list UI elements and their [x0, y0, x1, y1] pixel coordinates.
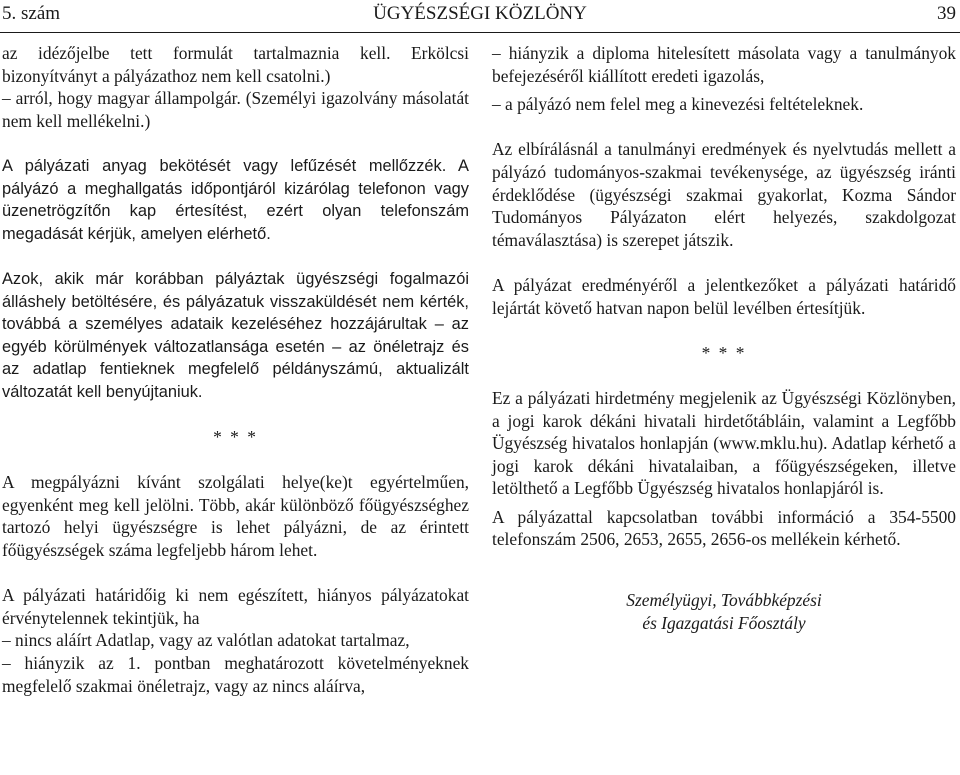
publication-title: ÜGYÉSZSÉGI KÖZLÖNY — [373, 3, 587, 24]
paragraph: Azok, akik már korábban pályáztak ügyészségi fogalmazói álláshely betöltésére, és pályázatuk visszaküldését nem kérték, továbbá a személyes adataik kezeléséhez hozzájárultak – az egyéb körülmények változatlansága esetén – az önéletrajz és az adatlap fentieknek megfelelő példányszámú, aktualizált változatát kell benyújtaniuk. — [2, 269, 469, 401]
paragraph: A pályázat eredményéről a jelentkezőket a pályázati határidő lejártát követő hatvan napon belül levélben értesítjük. — [492, 274, 956, 318]
section-separator: * * * — [213, 427, 258, 448]
right-column — [492, 42, 956, 634]
signature-line: és Igazgatási Főosztály — [642, 612, 806, 633]
left-column — [2, 42, 469, 697]
issue-number: 5. szám — [2, 3, 61, 24]
page-number: 39 — [937, 3, 956, 24]
paragraph: A megpályázni kívánt szolgálati helye(ke)t egyértelműen, egyenként meg kell jelölni. Több, akár különböző főügyészséghez tartozó helyi ügyészségre is lehet pályázni, de az érintett főügyészségek száma legfeljebb három lehet. — [2, 472, 469, 561]
signature-line: Személyügyi, Továbbképzési — [626, 590, 822, 611]
paragraph: Az elbírálásnál a tanulmányi eredmények és nyelvtudás mellett a pályázó tudományos-szakmai tevékenysége, az ügyészség iránti érdeklődése (ügyészségi szakmai gyakorlat, Kozma Sándor Tudományos Pályázaton elért helyezés, szakdolgozat témaválasztása) is szerepet játszik. — [492, 139, 956, 250]
paragraph: Ez a pályázati hirdetmény megjelenik az Ügyészségi Közlönyben, a jogi karok dékáni hivatali hirdetőtábláin, valamint a Legfőbb Ügyészség hivatalos honlapján (www.mklu.hu). Adatlap kérhető a jogi karok dékáni hivatalaiban, a főügyészségeken, illetve letölthető a Legfőbb Ügyészség hivatalos honlapjáról is. — [492, 387, 956, 499]
list-item: – hiányzik az 1. pontban meghatározott követelményeknek megfelelő szakmai önéletrajz, vagy az nincs aláírva, — [2, 653, 469, 696]
list-item: – arról, hogy magyar állampolgár. (Személyi igazolvány másolatát nem kell mellékelni.) — [2, 88, 469, 131]
paragraph: A pályázattal kapcsolatban további információ a 354-5500 telefonszám 2506, 2653, 2655, 2656-os mellékein kérhető. — [492, 506, 956, 550]
paragraph: A pályázati határidőig ki nem egészített, hiányos pályázatokat érvénytelennek tekintjük, ha — [2, 585, 469, 628]
list-item: – a pályázó nem felel meg a kinevezési feltételeknek. — [492, 94, 864, 115]
page-header — [0, 0, 960, 33]
list-item: – hiányzik a diploma hitelesített másolata vagy a tanulmányok befejezéséről kiállított eredeti igazolás, — [492, 43, 956, 86]
list-item: – nincs aláírt Adatlap, vagy az valótlan adatokat tartalmaz, — [2, 630, 410, 651]
section-separator: * * * — [701, 342, 747, 363]
paragraph: az idézőjelbe tett formulát tartalmaznia kell. Erkölcsi bizonyítványt a pályázathoz nem kell csatolni.) — [2, 43, 469, 86]
paragraph: A pályázati anyag bekötését vagy lefűzését mellőzzék. A pályázó a meghallgatás időpontjáról kizárólag telefonon vagy üzenetrögzítőn kap értesítést, ezért olyan telefonszám megadását kérjük, amelyen elérhető. — [2, 156, 469, 243]
